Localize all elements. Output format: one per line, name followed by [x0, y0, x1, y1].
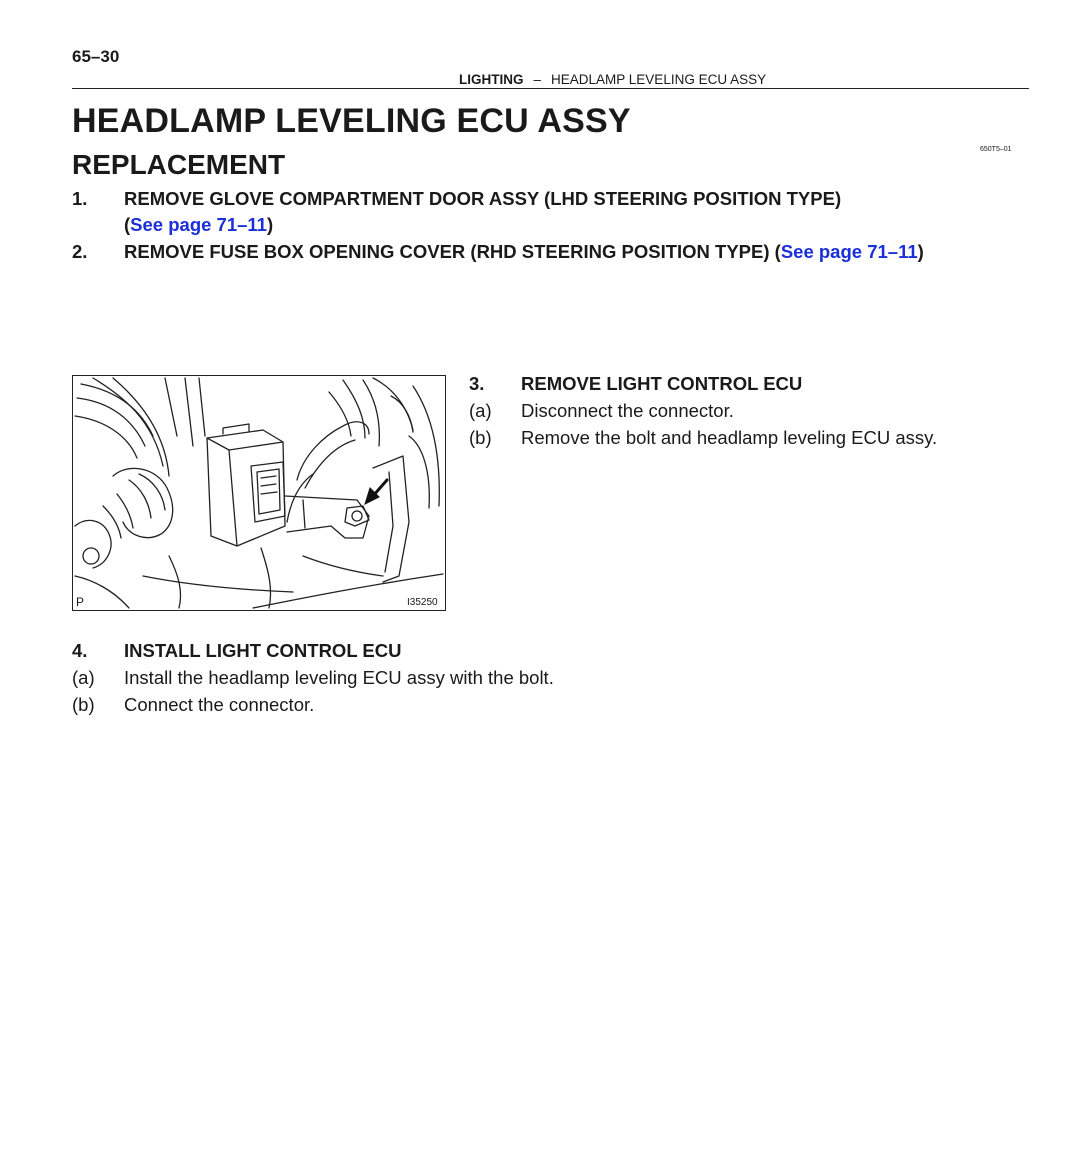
step-number: 2. [72, 241, 88, 262]
figure-id: I35250 [407, 597, 438, 608]
paren-close: ) [917, 241, 924, 262]
step-text-line [124, 241, 924, 263]
step-text: REMOVE LIGHT CONTROL ECU [521, 373, 803, 394]
step-text: INSTALL LIGHT CONTROL ECU [124, 640, 402, 661]
running-head-separator: – [533, 72, 542, 87]
figure-corner-label: P [76, 595, 85, 609]
document-title: HEADLAMP LEVELING ECU ASSY [72, 102, 631, 140]
step-number: 3. [469, 373, 485, 394]
step-number: 1. [72, 188, 88, 209]
step-reference [124, 214, 273, 236]
substep-label: (a) [469, 400, 492, 421]
see-page-link[interactable]: See page 71–11 [780, 241, 918, 262]
paren-close: ) [266, 214, 274, 235]
substep-text: Remove the bolt and headlamp leveling ECU assy. [521, 427, 938, 448]
substep-label: (b) [469, 427, 492, 448]
see-page-link[interactable]: See page 71–11 [130, 214, 267, 235]
substep-text: Connect the connector. [124, 694, 315, 715]
step-text: REMOVE GLOVE COMPARTMENT DOOR ASSY (LHD STEERING POSITION TYPE) [124, 188, 842, 209]
header-rule [72, 88, 1029, 89]
substep-label: (a) [72, 667, 95, 688]
ecu-removal-illustration [73, 376, 446, 611]
running-head-section: LIGHTING [459, 72, 524, 87]
paren-open: ( [124, 214, 131, 235]
step-text: REMOVE FUSE BOX OPENING COVER (RHD STEERING POSITION TYPE) ( [124, 241, 781, 262]
substep-label: (b) [72, 694, 95, 715]
illustration-figure [72, 375, 446, 611]
section-title: REPLACEMENT [72, 149, 286, 180]
document-code: 650T5–01 [980, 146, 1012, 153]
substep-text: Disconnect the connector. [521, 400, 734, 421]
page-number: 65–30 [72, 47, 120, 66]
step-number: 4. [72, 640, 88, 661]
running-head-subsection: HEADLAMP LEVELING ECU ASSY [551, 72, 767, 87]
substep-text: Install the headlamp leveling ECU assy with the bolt. [124, 667, 554, 688]
running-head [459, 72, 766, 87]
